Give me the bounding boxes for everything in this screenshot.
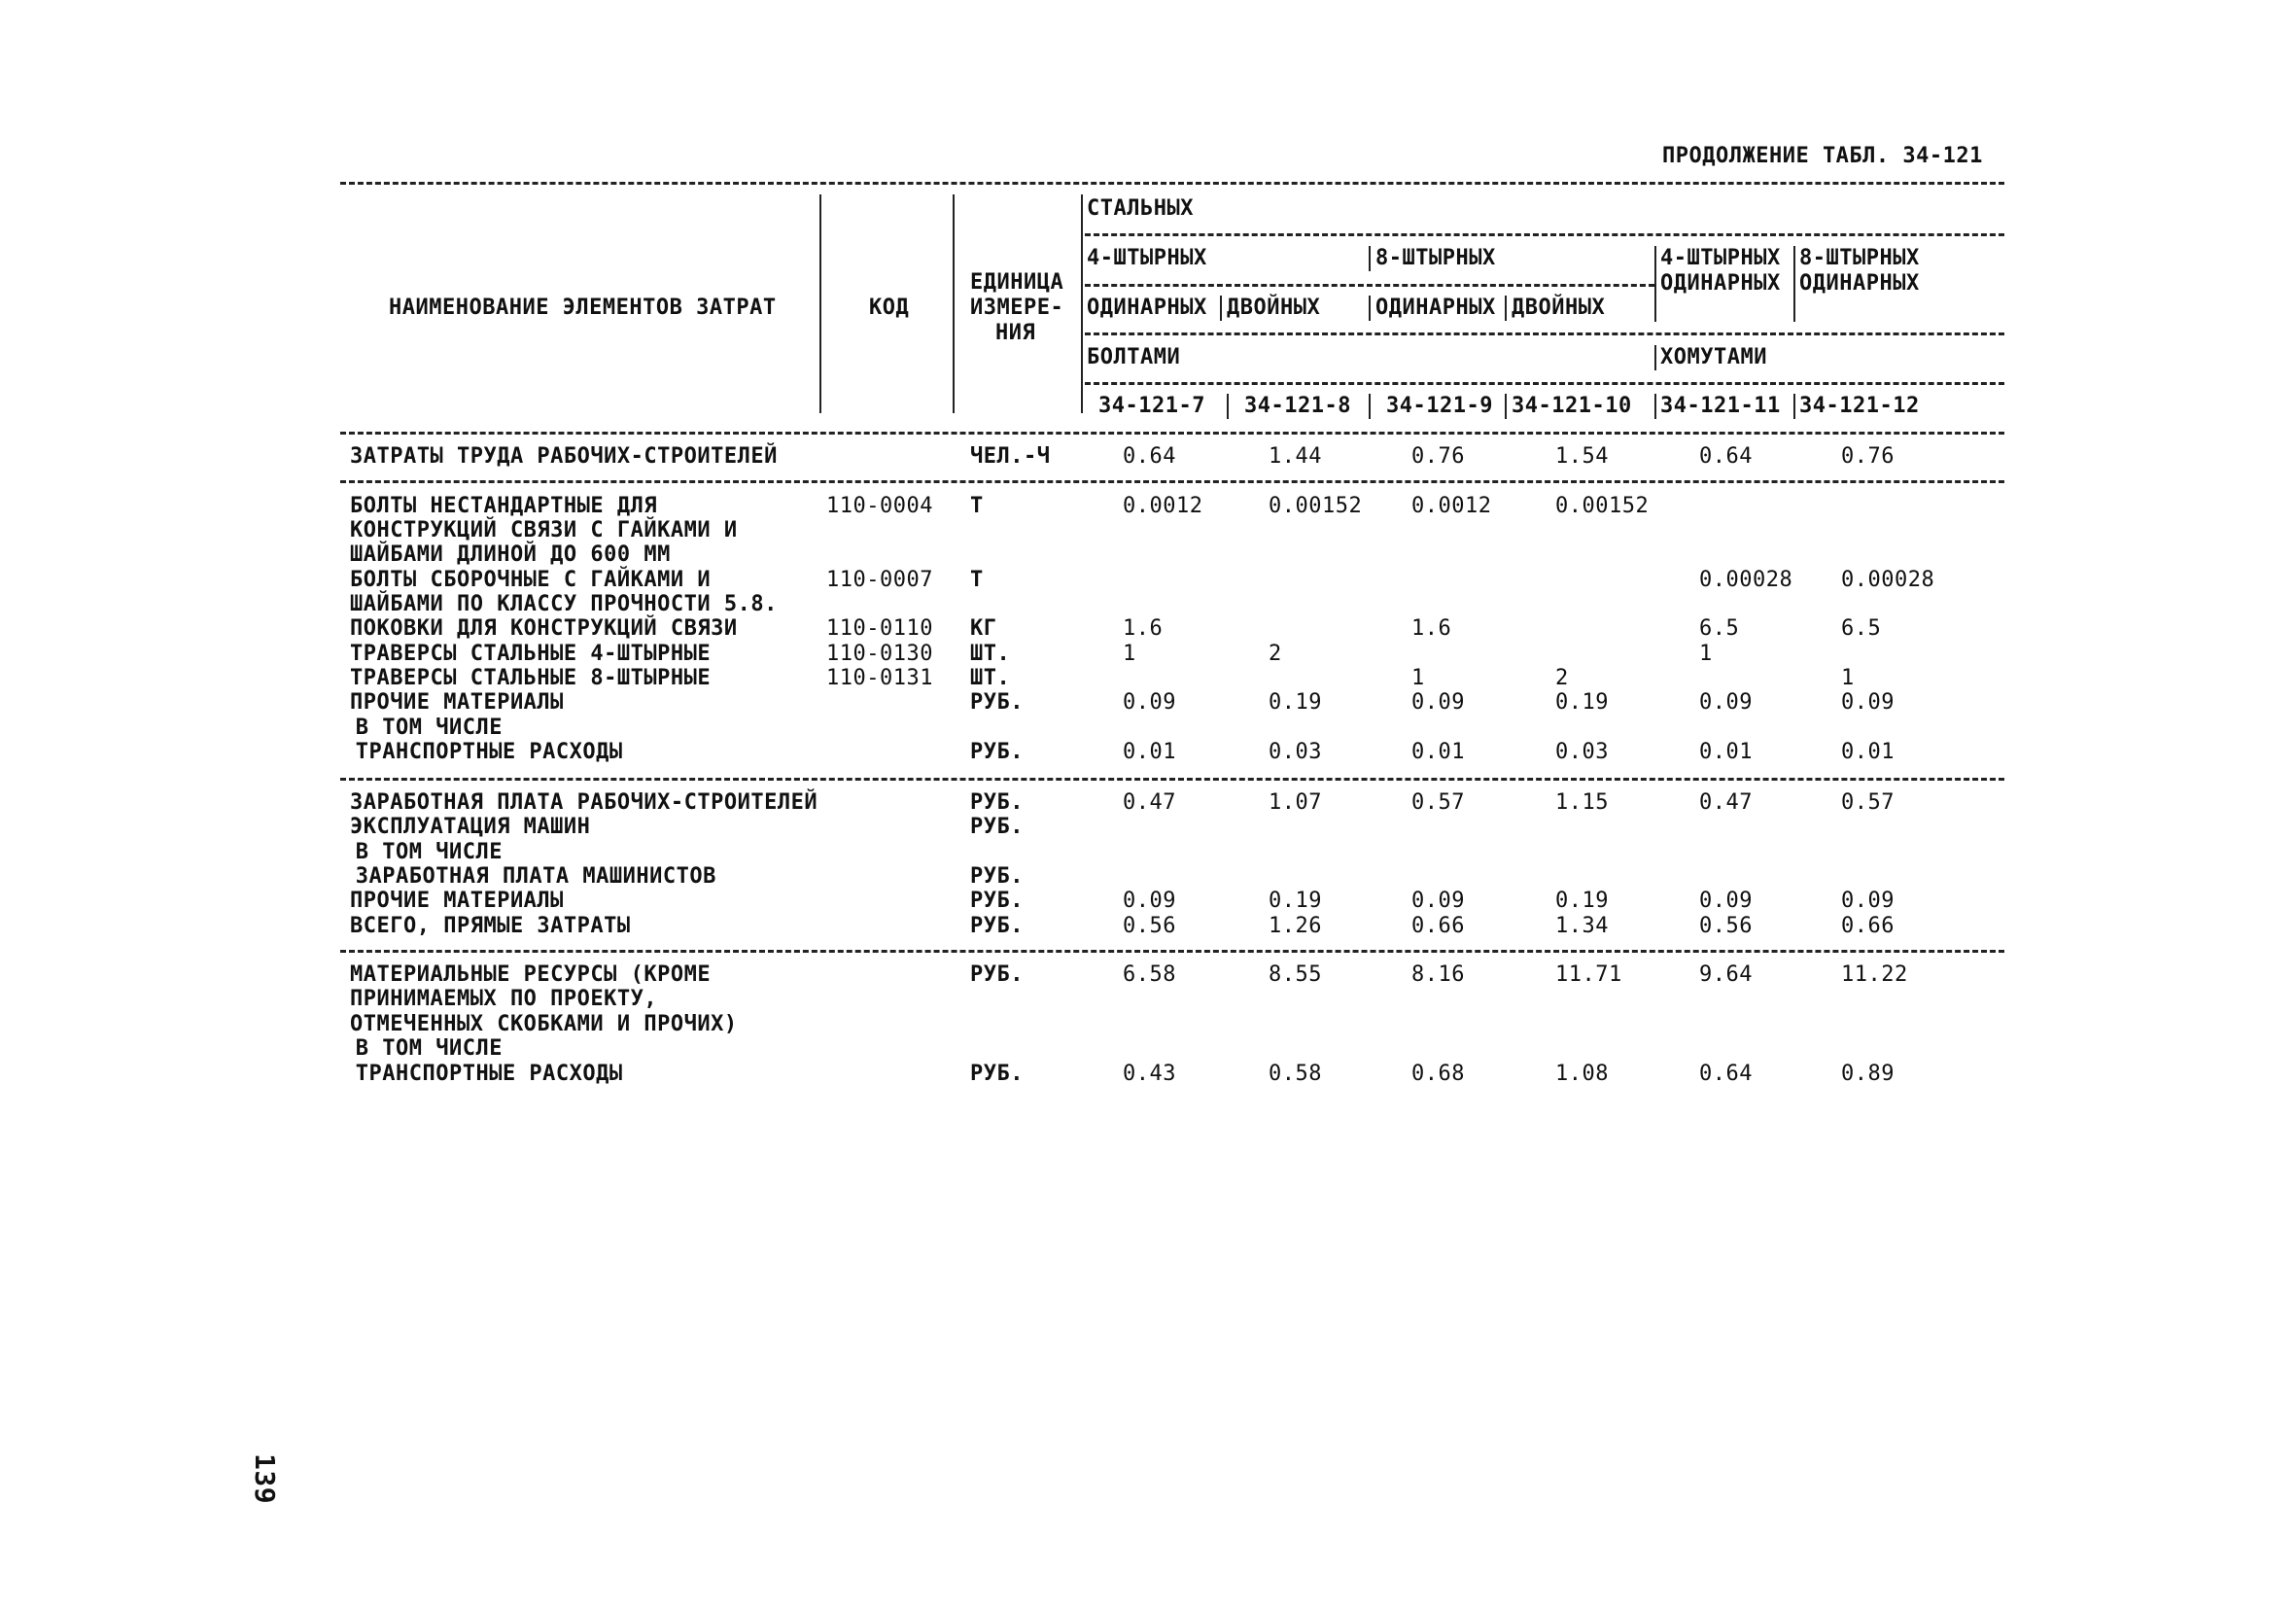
value-34-121-8: 1.26	[1269, 914, 1322, 938]
header-rule-4	[1085, 382, 2004, 385]
row-code: 110-0130	[826, 642, 933, 666]
value-34-121-9: 0.09	[1411, 690, 1465, 715]
row-name: ТРАВЕРСЫ СТАЛЬНЫЕ 4-ШТЫРНЫЕ	[350, 642, 712, 666]
sep-code-12	[1793, 394, 1795, 419]
value-34-121-11: 0.64	[1699, 444, 1753, 469]
header-top-rule	[340, 182, 2004, 185]
row-unit: РУБ.	[970, 1062, 1024, 1086]
row-unit: КГ	[970, 616, 997, 641]
value-34-121-8: 0.19	[1269, 889, 1322, 913]
value-34-121-10: 1.15	[1555, 790, 1609, 815]
value-34-121-10: 11.71	[1555, 962, 1622, 987]
value-34-121-11: 0.64	[1699, 1062, 1753, 1086]
header-unit-3: НИЯ	[995, 321, 1036, 345]
row-unit: РУБ.	[970, 790, 1024, 815]
value-34-121-8: 0.19	[1269, 690, 1322, 715]
value-34-121-9: 0.68	[1411, 1062, 1465, 1086]
section-rule-1	[340, 480, 2004, 483]
sep-double-a	[1220, 296, 1222, 321]
table-continuation-title: ПРОДОЛЖЕНИЕ ТАБЛ. 34-121	[1662, 144, 1983, 168]
section-rule-2	[340, 778, 2004, 781]
value-34-121-9: 1	[1411, 666, 1425, 690]
code-34-121-9: 34-121-9	[1386, 394, 1493, 418]
row-name: ПРОЧИЕ МАТЕРИАЛЫ	[350, 690, 564, 715]
row-name: ЗАРАБОТНАЯ ПЛАТА РАБОЧИХ-СТРОИТЕЛЕЙ	[350, 790, 818, 815]
row-name: ВСЕГО, ПРЯМЫЕ ЗАТРАТЫ	[350, 914, 631, 938]
row-name: БОЛТЫ СБОРОЧНЫЕ С ГАЙКАМИ И	[350, 568, 712, 592]
sep-code-9	[1369, 394, 1371, 419]
value-34-121-11: 0.00028	[1699, 568, 1793, 592]
row-name: ПРИНИМАЕМЫХ ПО ПРОЕКТУ,	[350, 987, 658, 1011]
row-unit: РУБ.	[970, 914, 1024, 938]
value-34-121-7: 0.09	[1123, 889, 1176, 913]
row-name: ЗАРАБОТНАЯ ПЛАТА МАШИНИСТОВ	[342, 864, 716, 889]
value-34-121-11: 6.5	[1699, 616, 1740, 641]
value-34-121-7: 0.56	[1123, 914, 1176, 938]
value-34-121-11: 0.47	[1699, 790, 1753, 815]
row-unit: РУБ.	[970, 815, 1024, 839]
row-unit: РУБ.	[970, 690, 1024, 715]
row-code: 110-0004	[826, 494, 933, 518]
row-name: В ТОМ ЧИСЛЕ	[342, 840, 503, 864]
value-34-121-9: 0.01	[1411, 740, 1465, 764]
value-34-121-9: 0.0012	[1411, 494, 1492, 518]
row-name: ЗАТРАТЫ ТРУДА РАБОЧИХ-СТРОИТЕЛЕЙ	[350, 444, 778, 469]
value-34-121-12: 11.22	[1841, 962, 1908, 987]
value-34-121-7: 0.09	[1123, 690, 1176, 715]
value-34-121-11: 0.56	[1699, 914, 1753, 938]
row-name: В ТОМ ЧИСЛЕ	[342, 1036, 503, 1061]
value-34-121-12: 0.57	[1841, 790, 1895, 815]
row-name: ТРАНСПОРТНЫЕ РАСХОДЫ	[342, 740, 623, 764]
col-sep-name	[819, 194, 821, 413]
value-34-121-10: 1.54	[1555, 444, 1609, 469]
row-code: 110-0131	[826, 666, 933, 690]
value-34-121-12: 0.76	[1841, 444, 1895, 469]
col-sep-unit	[1081, 194, 1083, 413]
code-34-121-8: 34-121-8	[1244, 394, 1351, 418]
value-34-121-7: 6.58	[1123, 962, 1176, 987]
row-unit: ЧЕЛ.-Ч	[970, 444, 1051, 469]
value-34-121-12: 6.5	[1841, 616, 1882, 641]
value-34-121-12: 0.09	[1841, 889, 1895, 913]
header-clamps: ХОМУТАМИ	[1660, 345, 1767, 369]
value-34-121-7: 0.01	[1123, 740, 1176, 764]
row-code: 110-0007	[826, 568, 933, 592]
header-8pin: 8-ШТЫРНЫХ	[1375, 246, 1496, 270]
header-4pin-single-1: 4-ШТЫРНЫХ	[1660, 246, 1781, 270]
row-unit: РУБ.	[970, 864, 1024, 889]
value-34-121-9: 0.76	[1411, 444, 1465, 469]
header-bolts: БОЛТАМИ	[1087, 345, 1181, 369]
value-34-121-8: 1.44	[1269, 444, 1322, 469]
sep-code-10	[1505, 394, 1507, 419]
code-34-121-12: 34-121-12	[1799, 394, 1920, 418]
header-4pin-single-2: ОДИНАРНЫХ	[1660, 271, 1781, 296]
value-34-121-11: 9.64	[1699, 962, 1753, 987]
value-34-121-8: 0.58	[1269, 1062, 1322, 1086]
value-34-121-12: 0.66	[1841, 914, 1895, 938]
header-steel: СТАЛЬНЫХ	[1087, 196, 1194, 221]
header-double-a: ДВОЙНЫХ	[1227, 296, 1321, 320]
row-unit: ШТ.	[970, 666, 1011, 690]
row-unit: Т	[970, 494, 984, 518]
value-34-121-9: 0.66	[1411, 914, 1465, 938]
value-34-121-8: 2	[1269, 642, 1282, 666]
value-34-121-9: 8.16	[1411, 962, 1465, 987]
header-double-b: ДВОЙНЫХ	[1512, 296, 1606, 320]
row-name: БОЛТЫ НЕСТАНДАРТНЫЕ ДЛЯ	[350, 494, 658, 518]
value-34-121-12: 1	[1841, 666, 1855, 690]
page-number: 139	[249, 1453, 281, 1505]
value-34-121-10: 0.03	[1555, 740, 1609, 764]
row-name: В ТОМ ЧИСЛЕ	[342, 716, 503, 740]
value-34-121-8: 8.55	[1269, 962, 1322, 987]
row-code: 110-0110	[826, 616, 933, 641]
code-34-121-11: 34-121-11	[1660, 394, 1781, 418]
sep-8pin	[1369, 246, 1371, 271]
header-rule-1	[1085, 233, 2004, 236]
row-unit: Т	[970, 568, 984, 592]
header-single-b: ОДИНАРНЫХ	[1375, 296, 1496, 320]
header-unit-1: ЕДИНИЦА	[970, 270, 1064, 295]
header-name: НАИМЕНОВАНИЕ ЭЛЕМЕНТОВ ЗАТРАТ	[389, 296, 777, 320]
row-name: МАТЕРИАЛЬНЫЕ РЕСУРСЫ (КРОМЕ	[350, 962, 712, 987]
header-rule-2	[1085, 284, 1654, 287]
value-34-121-7: 0.64	[1123, 444, 1176, 469]
sep-4pin-single	[1654, 246, 1656, 322]
value-34-121-12: 0.09	[1841, 690, 1895, 715]
value-34-121-7: 1	[1123, 642, 1136, 666]
header-rule-3	[1085, 332, 2004, 335]
value-34-121-10: 0.00152	[1555, 494, 1650, 518]
row-name: ТРАНСПОРТНЫЕ РАСХОДЫ	[342, 1062, 623, 1086]
value-34-121-8: 0.00152	[1269, 494, 1363, 518]
header-bottom-rule	[340, 432, 2004, 435]
value-34-121-10: 0.19	[1555, 690, 1609, 715]
row-name: ЭКСПЛУАТАЦИЯ МАШИН	[350, 815, 591, 839]
sep-clamps	[1654, 345, 1656, 370]
section-rule-3	[340, 950, 2004, 953]
header-single-a: ОДИНАРНЫХ	[1087, 296, 1207, 320]
row-name: ТРАВЕРСЫ СТАЛЬНЫЕ 8-ШТЫРНЫЕ	[350, 666, 712, 690]
value-34-121-7: 1.6	[1123, 616, 1164, 641]
col-sep-code	[953, 194, 955, 413]
value-34-121-10: 2	[1555, 666, 1569, 690]
value-34-121-10: 0.19	[1555, 889, 1609, 913]
value-34-121-11: 0.09	[1699, 889, 1753, 913]
header-8pin-single-2: ОДИНАРНЫХ	[1799, 271, 1920, 296]
value-34-121-11: 0.01	[1699, 740, 1753, 764]
value-34-121-12: 0.00028	[1841, 568, 1935, 592]
row-unit: ШТ.	[970, 642, 1011, 666]
value-34-121-12: 0.89	[1841, 1062, 1895, 1086]
sep-single-b	[1369, 296, 1371, 321]
code-34-121-10: 34-121-10	[1512, 394, 1632, 418]
value-34-121-7: 0.43	[1123, 1062, 1176, 1086]
header-code: КОД	[869, 296, 910, 320]
row-name: ОТМЕЧЕННЫХ СКОБКАМИ И ПРОЧИХ)	[350, 1012, 738, 1036]
value-34-121-9: 0.57	[1411, 790, 1465, 815]
value-34-121-12: 0.01	[1841, 740, 1895, 764]
sep-double-b	[1505, 296, 1507, 321]
row-name: ПРОЧИЕ МАТЕРИАЛЫ	[350, 889, 564, 913]
value-34-121-8: 0.03	[1269, 740, 1322, 764]
value-34-121-9: 0.09	[1411, 889, 1465, 913]
value-34-121-7: 0.47	[1123, 790, 1176, 815]
value-34-121-10: 1.34	[1555, 914, 1609, 938]
header-4pin: 4-ШТЫРНЫХ	[1087, 246, 1207, 270]
value-34-121-8: 1.07	[1269, 790, 1322, 815]
row-name: ШАЙБАМИ ПО КЛАССУ ПРОЧНОСТИ 5.8.	[350, 592, 778, 616]
header-8pin-single-1: 8-ШТЫРНЫХ	[1799, 246, 1920, 270]
header-unit-2: ИЗМЕРЕ-	[970, 296, 1064, 320]
value-34-121-11: 0.09	[1699, 690, 1753, 715]
row-unit: РУБ.	[970, 889, 1024, 913]
row-name: ПОКОВКИ ДЛЯ КОНСТРУКЦИЙ СВЯЗИ	[350, 616, 738, 641]
value-34-121-10: 1.08	[1555, 1062, 1609, 1086]
sep-code-11	[1654, 394, 1656, 419]
code-34-121-7: 34-121-7	[1098, 394, 1205, 418]
value-34-121-11: 1	[1699, 642, 1713, 666]
row-name: КОНСТРУКЦИЙ СВЯЗИ С ГАЙКАМИ И	[350, 518, 738, 542]
value-34-121-7: 0.0012	[1123, 494, 1203, 518]
sep-code-8	[1227, 394, 1229, 419]
row-unit: РУБ.	[970, 962, 1024, 987]
value-34-121-9: 1.6	[1411, 616, 1452, 641]
row-name: ШАЙБАМИ ДЛИНОЙ ДО 600 ММ	[350, 542, 671, 567]
sep-8pin-single	[1793, 246, 1795, 322]
row-unit: РУБ.	[970, 740, 1024, 764]
